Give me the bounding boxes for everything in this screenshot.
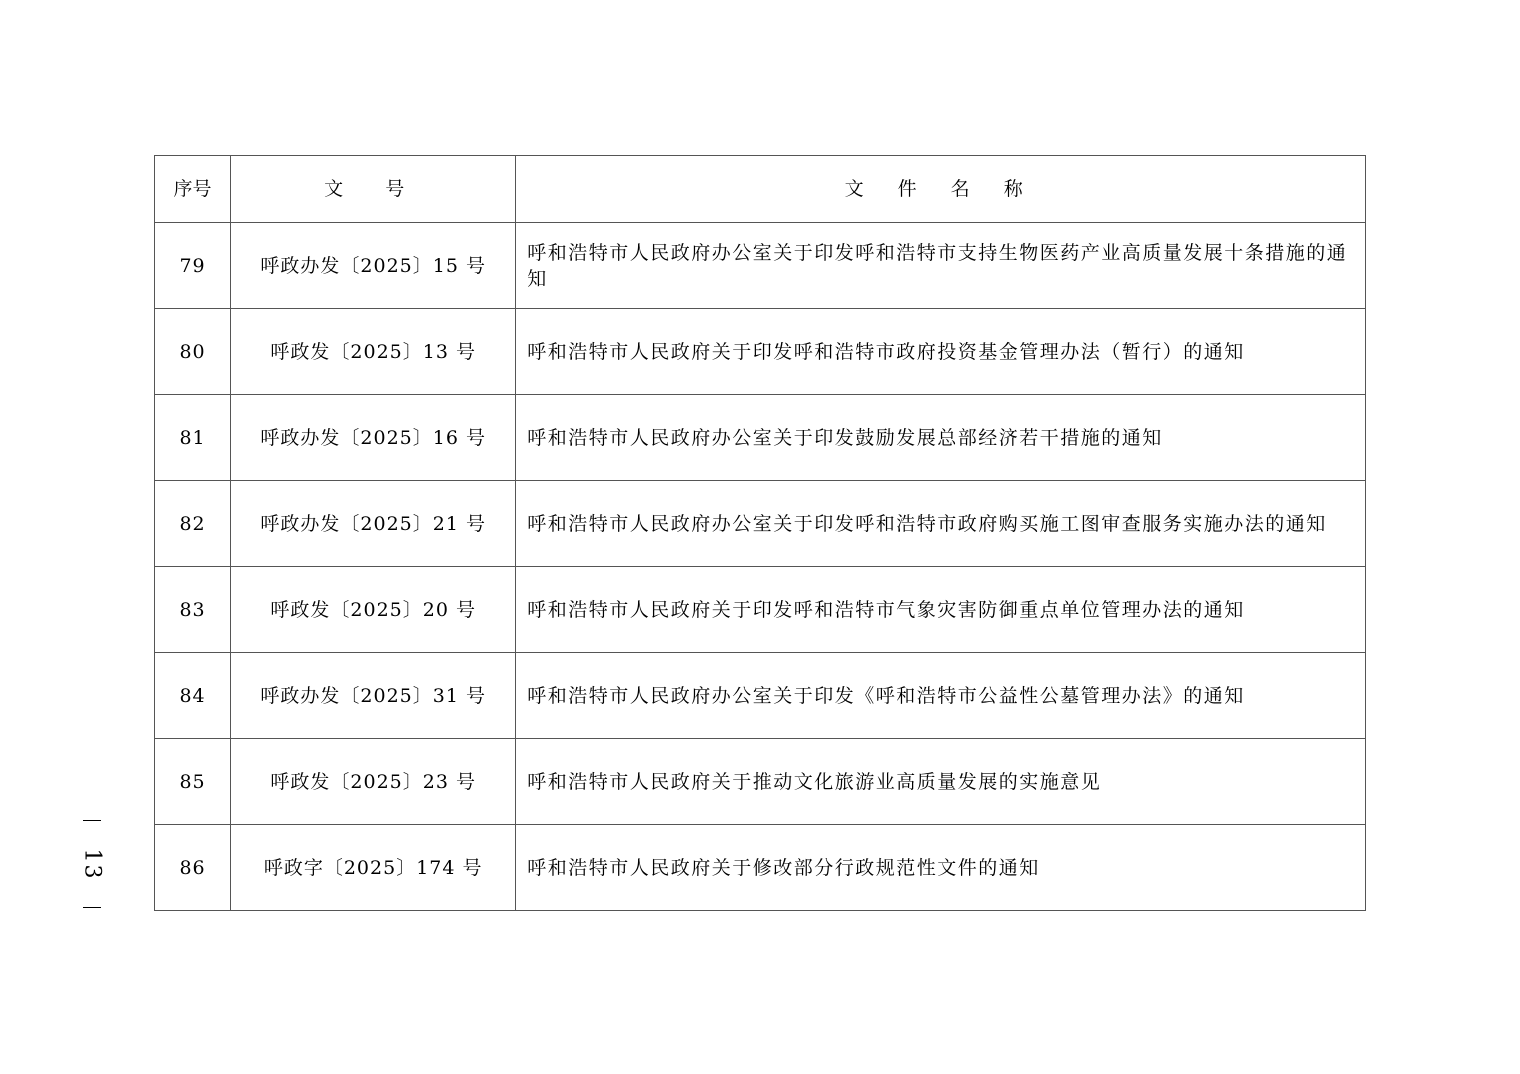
row-doc-name: 呼和浩特市人民政府办公室关于印发呼和浩特市支持生物医药产业高质量发展十条措施的通知 — [516, 223, 1366, 309]
header-doc-name: 文 件 名 称 — [516, 156, 1366, 223]
row-doc-number: 呼政字〔2025〕174 号 — [231, 825, 516, 911]
row-doc-number: 呼政发〔2025〕23 号 — [231, 739, 516, 825]
row-doc-name: 呼和浩特市人民政府办公室关于印发《呼和浩特市公益性公墓管理办法》的通知 — [516, 653, 1366, 739]
table-row — [155, 825, 1366, 911]
table-row — [155, 481, 1366, 567]
row-seq: 81 — [155, 395, 231, 481]
row-doc-number: 呼政办发〔2025〕15 号 — [231, 223, 516, 309]
row-doc-number: 呼政办发〔2025〕16 号 — [231, 395, 516, 481]
row-doc-name: 呼和浩特市人民政府办公室关于印发鼓励发展总部经济若干措施的通知 — [516, 395, 1366, 481]
table-row — [155, 223, 1366, 309]
row-doc-name: 呼和浩特市人民政府关于印发呼和浩特市气象灾害防御重点单位管理办法的通知 — [516, 567, 1366, 653]
page-number — [72, 820, 112, 908]
table-header-row — [155, 156, 1366, 223]
row-seq: 83 — [155, 567, 231, 653]
row-seq: 79 — [155, 223, 231, 309]
page-number-bottom-rule — [83, 907, 101, 908]
page-number-top-rule — [83, 820, 101, 821]
row-doc-name: 呼和浩特市人民政府关于推动文化旅游业高质量发展的实施意见 — [516, 739, 1366, 825]
page-number-text: 13 — [79, 848, 105, 880]
header-seq: 序号 — [155, 156, 231, 223]
row-doc-name: 呼和浩特市人民政府办公室关于印发呼和浩特市政府购买施工图审查服务实施办法的通知 — [516, 481, 1366, 567]
header-doc-number: 文 号 — [231, 156, 516, 223]
row-seq: 84 — [155, 653, 231, 739]
table-row — [155, 309, 1366, 395]
table-row — [155, 739, 1366, 825]
row-seq: 85 — [155, 739, 231, 825]
row-doc-number: 呼政办发〔2025〕31 号 — [231, 653, 516, 739]
row-doc-name: 呼和浩特市人民政府关于印发呼和浩特市政府投资基金管理办法（暂行）的通知 — [516, 309, 1366, 395]
row-doc-number: 呼政发〔2025〕13 号 — [231, 309, 516, 395]
row-seq: 86 — [155, 825, 231, 911]
row-doc-number: 呼政办发〔2025〕21 号 — [231, 481, 516, 567]
document-list-table — [154, 155, 1366, 911]
row-seq: 82 — [155, 481, 231, 567]
row-doc-name: 呼和浩特市人民政府关于修改部分行政规范性文件的通知 — [516, 825, 1366, 911]
row-seq: 80 — [155, 309, 231, 395]
row-doc-number: 呼政发〔2025〕20 号 — [231, 567, 516, 653]
table-row — [155, 567, 1366, 653]
table-row — [155, 395, 1366, 481]
table-row — [155, 653, 1366, 739]
